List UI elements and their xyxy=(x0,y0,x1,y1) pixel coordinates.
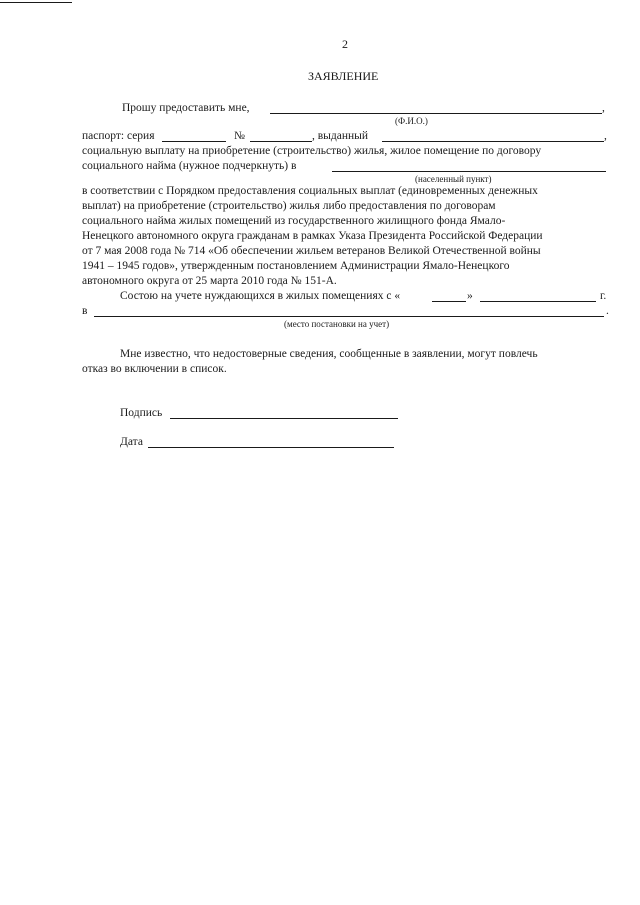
registry-dot: . xyxy=(606,305,609,317)
basis-line: социального найма жилых помещений из государственного жилищного фонда Ямало- xyxy=(82,215,506,227)
settlement-field[interactable] xyxy=(332,171,606,172)
registry-month-year-field[interactable] xyxy=(480,301,596,302)
registry-text: Состою на учете нуждающихся в жилых помещениях с « xyxy=(120,290,401,302)
place-caption: (место постановки на учет) xyxy=(284,319,390,329)
request-comma: , xyxy=(602,102,605,114)
passport-comma: , xyxy=(604,130,607,142)
passport-number-label: № xyxy=(234,130,245,142)
passport-series-field[interactable] xyxy=(162,141,226,142)
date-label: Дата xyxy=(120,436,143,448)
signature-field[interactable] xyxy=(170,418,398,419)
awareness-line: отказ во включении в список. xyxy=(82,363,227,375)
basis-line: в соответствии с Порядком предоставления социальных выплат (единовременных денежных xyxy=(82,185,538,197)
page-number: 2 xyxy=(342,37,348,51)
basis-line: Ненецкого автономного округа гражданам в рамках Указа Президента Российской Федерации xyxy=(82,230,543,242)
passport-series-label: паспорт: серия xyxy=(82,130,155,142)
contract-line: социального найма (нужное подчеркнуть) в xyxy=(82,160,297,172)
signature-label: Подпись xyxy=(120,407,163,419)
registry-prefix: в xyxy=(82,305,88,317)
date-field[interactable] xyxy=(148,447,394,448)
basis-line: автономного округа от 25 марта 2010 года № 151-А. xyxy=(82,275,337,287)
basis-line: 1941 – 1945 годов», утвержденным постановлением Администрации Ямало-Ненецкого xyxy=(82,260,510,272)
document-title: ЗАЯВЛЕНИЕ xyxy=(308,69,379,83)
corner-mark xyxy=(0,2,72,3)
passport-issued-label: , выданный xyxy=(312,130,369,142)
request-text: Прошу предоставить мне, xyxy=(122,102,250,114)
passport-number-field[interactable] xyxy=(250,141,312,142)
passport-issued-field[interactable] xyxy=(382,141,604,142)
awareness-line: Мне известно, что недостоверные сведения, сообщенные в заявлении, могут повлечь xyxy=(120,348,538,360)
registry-day-field[interactable] xyxy=(432,301,466,302)
settlement-caption: (населенный пункт) xyxy=(415,174,492,184)
registry-year-suffix: г. xyxy=(600,290,607,302)
registry-quote-close: » xyxy=(467,290,473,302)
registry-place-field[interactable] xyxy=(94,316,604,317)
payment-line: социальную выплату на приобретение (строительство) жилья, жилое помещение по договору xyxy=(82,145,542,157)
basis-line: от 7 мая 2008 года № 714 «Об обеспечении жильем ветеранов Великой Отечественной войны xyxy=(82,245,541,257)
fio-caption: (Ф.И.О.) xyxy=(395,116,428,126)
basis-line: выплат) на приобретение (строительство) жилья либо предоставления по договорам xyxy=(82,200,496,212)
fio-field[interactable] xyxy=(270,113,602,114)
